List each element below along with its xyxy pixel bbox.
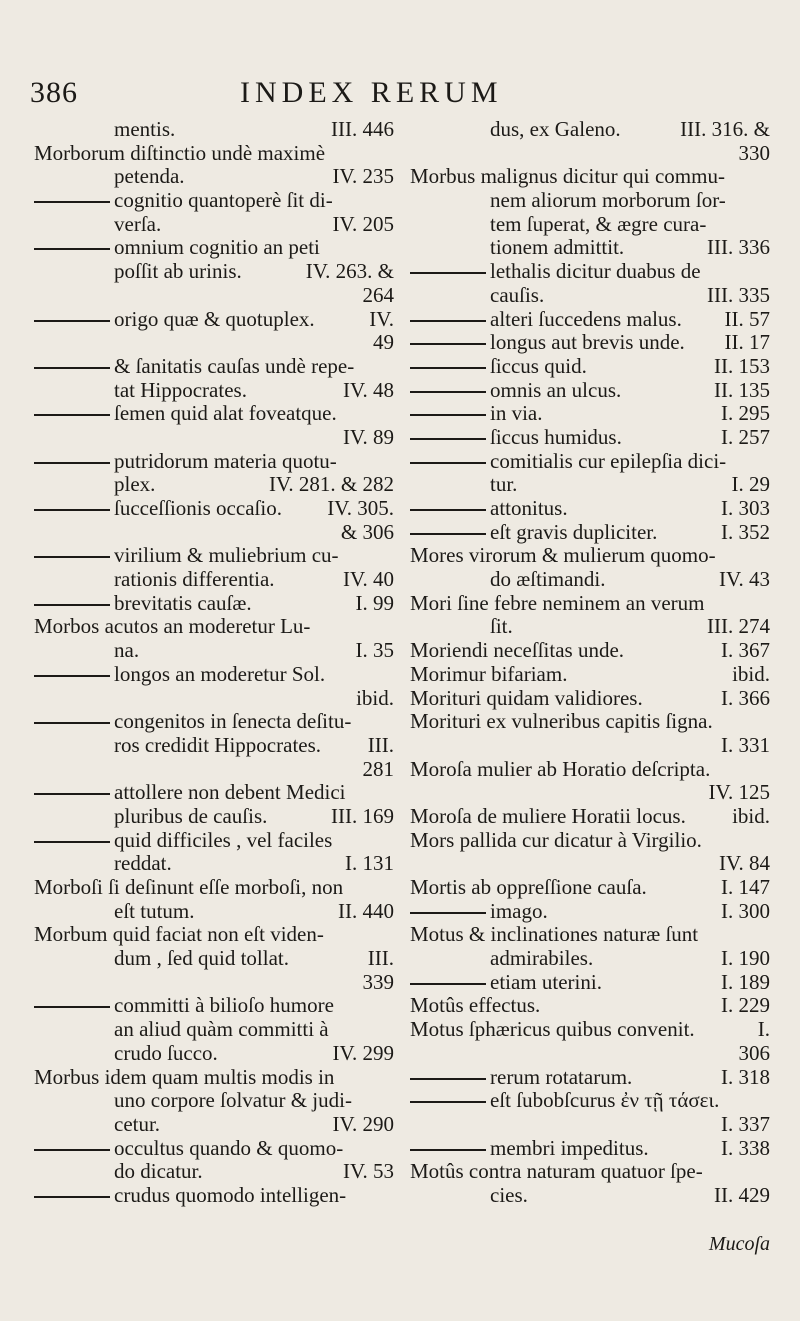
index-entry-line xyxy=(34,473,394,497)
index-entry-line xyxy=(410,1042,770,1066)
entry-reference: I. 35 xyxy=(355,638,394,663)
entry-reference: ibid. xyxy=(732,803,770,828)
entry-reference: III. 274 xyxy=(707,614,770,639)
entry-reference: I. 229 xyxy=(721,993,770,1018)
entry-reference: II. 153 xyxy=(714,353,770,378)
index-entry-line xyxy=(410,829,770,853)
index-entry-line xyxy=(410,1184,770,1208)
entry-text: omnis an ulcus. xyxy=(490,377,622,402)
entry-reference: II. 57 xyxy=(724,306,770,331)
entry-reference: I. 147 xyxy=(721,875,770,899)
index-entry-line xyxy=(34,829,394,853)
entry-text: cauſis. xyxy=(490,282,545,307)
index-entry-line xyxy=(410,1137,770,1161)
index-entry-line xyxy=(34,521,394,545)
index-entry-line xyxy=(410,1160,770,1184)
entry-text: tionem admittit. xyxy=(490,235,625,260)
entry-reference: 330 xyxy=(738,140,770,165)
entry-text: cognitio quantoperè ſit di- xyxy=(114,188,333,213)
entry-text: tat Hippocrates. xyxy=(114,377,247,402)
entry-reference: I. 352 xyxy=(721,519,770,544)
index-entry-line xyxy=(34,592,394,616)
entry-reference: IV. 235 xyxy=(332,164,394,189)
entry-text: putridorum materia quotu- xyxy=(114,448,337,473)
entry-text: tem ſuperat, & ægre cura- xyxy=(490,211,707,236)
index-entry-line xyxy=(34,284,394,308)
index-entry-line xyxy=(410,165,770,189)
entry-text: congenitos in ſenecta deſitu- xyxy=(114,709,352,734)
index-entry-line xyxy=(410,402,770,426)
index-entry-line xyxy=(34,213,394,237)
entry-text: crudo ſucco. xyxy=(114,1040,218,1065)
entry-reference: I. 131 xyxy=(345,851,394,876)
index-entry-line xyxy=(410,852,770,876)
entry-text: Morimur bifariam. xyxy=(410,661,568,686)
index-entry-line xyxy=(410,923,770,947)
entry-text: longus aut brevis unde. xyxy=(490,330,685,355)
index-entry-line xyxy=(34,402,394,426)
entry-reference: III. 446 xyxy=(331,117,394,141)
entry-text: eſt ſubobſcurus ἐν τῇ τάσει. xyxy=(490,1088,720,1113)
entry-text: ſiccus quid. xyxy=(490,353,587,378)
entry-text: ſit. xyxy=(490,614,513,639)
catchword: Mucoſa xyxy=(708,1233,770,1255)
index-entry-line xyxy=(34,1113,394,1137)
index-entry-line xyxy=(410,687,770,711)
entry-reference: IV. 125 xyxy=(708,780,770,805)
entry-text: membri impeditus. xyxy=(490,1135,649,1160)
entry-text: rationis differentia. xyxy=(114,567,275,592)
entry-reference: 339 xyxy=(362,969,394,994)
entry-text: in via. xyxy=(490,401,543,426)
index-entry-line xyxy=(410,876,770,900)
entry-reference: II. 429 xyxy=(714,1182,770,1207)
entry-text: Moroſa de muliere Horatii locus. xyxy=(410,803,686,828)
entry-text: Morbum quid faciat non eſt viden- xyxy=(34,922,324,947)
index-entry-line xyxy=(410,497,770,521)
entry-reference: III. xyxy=(367,946,394,971)
index-entry-line xyxy=(34,308,394,332)
entry-text: Morborum diſtinctio undè maximè xyxy=(34,140,326,165)
index-column-right xyxy=(410,118,770,1208)
entry-reference: IV. 89 xyxy=(343,424,394,449)
entry-reference: I. 337 xyxy=(721,1111,770,1136)
entry-reference: IV. 263. & xyxy=(305,259,394,284)
index-entry-line xyxy=(410,639,770,663)
index-entry-line xyxy=(34,497,394,521)
index-entry-line xyxy=(410,450,770,474)
entry-reference: II. 135 xyxy=(714,377,770,402)
index-entry-line xyxy=(410,947,770,971)
entry-text: mentis. xyxy=(114,117,176,141)
index-entry-line xyxy=(34,165,394,189)
entry-text: imago. xyxy=(490,898,548,923)
entry-text: alteri ſuccedens malus. xyxy=(490,306,682,331)
index-entry-line xyxy=(410,568,770,592)
entry-reference: III. 169 xyxy=(331,803,394,828)
entry-reference: I. 318 xyxy=(721,1064,770,1089)
index-entry-line xyxy=(410,426,770,450)
index-entry-line xyxy=(410,1113,770,1137)
index-entry-line xyxy=(34,805,394,829)
entry-text: Mortis ab oppreſſione cauſa. xyxy=(410,875,647,899)
index-entry-line xyxy=(34,1018,394,1042)
entry-text: lethalis dicitur duabus de xyxy=(490,259,701,284)
entry-text: eſt tutum. xyxy=(114,898,195,923)
entry-reference: 264 xyxy=(362,282,394,307)
entry-reference: I. 190 xyxy=(721,946,770,971)
index-entry-line xyxy=(410,900,770,924)
entry-reference: III. 336 xyxy=(707,235,770,260)
index-entry-line xyxy=(34,1066,394,1090)
index-entry-line xyxy=(34,236,394,260)
entry-reference: 281 xyxy=(362,756,394,781)
entry-text: & ſanitatis cauſas undè repe- xyxy=(114,353,355,378)
entry-text: plex. xyxy=(114,472,156,497)
entry-text: quid difficiles , vel faciles xyxy=(114,827,333,852)
entry-text: Morituri quidam validiores. xyxy=(410,685,643,710)
entry-reference: IV. 84 xyxy=(719,851,770,876)
index-entry-line xyxy=(34,118,394,142)
entry-reference: IV. 43 xyxy=(719,567,770,592)
entry-text: Moriendi neceſſitas unde. xyxy=(410,638,625,663)
index-entry-line xyxy=(34,260,394,284)
index-entry-line xyxy=(410,118,770,142)
entry-text: attollere non debent Medici xyxy=(114,780,346,805)
entry-text: Motus ſphæricus quibus convenit. xyxy=(410,1017,695,1042)
entry-reference: I. 257 xyxy=(721,424,770,449)
entry-text: verſa. xyxy=(114,211,162,236)
index-entry-line xyxy=(34,142,394,166)
entry-reference: IV. 299 xyxy=(332,1040,394,1065)
entry-text: attonitus. xyxy=(490,496,568,520)
index-entry-line xyxy=(34,687,394,711)
index-entry-line xyxy=(34,971,394,995)
index-entry-line xyxy=(410,971,770,995)
index-entry-line xyxy=(410,236,770,260)
index-entry-line xyxy=(410,781,770,805)
entry-reference: II. 17 xyxy=(724,330,770,355)
entry-text: Morbus idem quam multis modis in xyxy=(34,1064,335,1089)
entry-reference: I. 189 xyxy=(721,969,770,994)
index-entry-line xyxy=(410,142,770,166)
index-entry-line xyxy=(34,758,394,782)
entry-text: poſſit ab urinis. xyxy=(114,259,242,284)
index-entry-line xyxy=(34,426,394,450)
index-entry-line xyxy=(34,379,394,403)
entry-reference: III. 335 xyxy=(707,282,770,307)
entry-text: dum , ſed quid tollat. xyxy=(114,946,289,971)
entry-text: Motûs effectus. xyxy=(410,993,541,1018)
index-entry-line xyxy=(34,1137,394,1161)
entry-text: ſucceſſionis occaſio. xyxy=(114,496,282,520)
entry-reference: IV. 290 xyxy=(332,1111,394,1136)
entry-reference: I. 300 xyxy=(721,898,770,923)
entry-text: an aliud quàm committi à xyxy=(114,1017,329,1042)
index-entry-line xyxy=(410,355,770,379)
index-entry-line xyxy=(410,308,770,332)
index-entry-line xyxy=(410,615,770,639)
entry-text: Moroſa mulier ab Horatio deſcripta. xyxy=(410,756,711,781)
entry-reference: ibid. xyxy=(356,685,394,710)
entry-text: brevitatis cauſæ. xyxy=(114,590,252,615)
entry-text: dus, ex Galeno. xyxy=(490,117,621,141)
entry-text: rerum rotatarum. xyxy=(490,1064,633,1089)
entry-reference: & 306 xyxy=(340,519,394,544)
entry-text: comitialis cur epilepſia dici- xyxy=(490,448,727,473)
entry-text: occultus quando & quomo- xyxy=(114,1135,344,1160)
entry-text: do æſtimandi. xyxy=(490,567,606,592)
entry-text: virilium & muliebrium cu- xyxy=(114,543,339,568)
index-entry-line xyxy=(410,1018,770,1042)
entry-reference: IV. 53 xyxy=(343,1159,394,1184)
entry-reference: III. xyxy=(367,732,394,757)
entry-reference: IV. 40 xyxy=(343,567,394,592)
entry-text: cetur. xyxy=(114,1111,161,1136)
index-entry-line xyxy=(410,663,770,687)
entry-text: admirabiles. xyxy=(490,946,594,971)
index-entry-line xyxy=(34,189,394,213)
entry-text: nem aliorum morborum ſor- xyxy=(490,188,726,213)
entry-text: ſiccus humidus. xyxy=(490,424,622,449)
index-entry-line xyxy=(34,852,394,876)
entry-text: etiam uterini. xyxy=(490,969,602,994)
entry-text: Morituri ex vulneribus capitis ſigna. xyxy=(410,709,713,734)
entry-text: na. xyxy=(114,638,140,663)
entry-text: ſemen quid alat foveatque. xyxy=(114,401,337,426)
entry-text: do dicatur. xyxy=(114,1159,203,1184)
index-entry-line xyxy=(410,544,770,568)
index-entry-line xyxy=(34,947,394,971)
index-entry-line xyxy=(410,805,770,829)
entry-reference: I. 295 xyxy=(721,401,770,426)
index-entry-line xyxy=(34,663,394,687)
entry-reference: III. 316. & xyxy=(680,117,770,141)
entry-text: Motus & inclinationes naturæ ſunt xyxy=(410,922,699,947)
index-entry-line xyxy=(34,615,394,639)
entry-reference: 306 xyxy=(738,1040,770,1065)
index-entry-line xyxy=(34,781,394,805)
entry-text: Mors pallida cur dicatur à Virgilio. xyxy=(410,827,702,852)
entry-reference: IV. xyxy=(369,306,394,331)
entry-text: omnium cognitio an peti xyxy=(114,235,320,260)
index-entry-line xyxy=(34,331,394,355)
entry-text: Mores virorum & mulierum quomo- xyxy=(410,543,716,568)
index-entry-line xyxy=(34,544,394,568)
index-entry-line xyxy=(410,331,770,355)
index-entry-line xyxy=(410,379,770,403)
entry-text: longos an moderetur Sol. xyxy=(114,661,326,686)
index-entry-line xyxy=(34,568,394,592)
entry-text: Mori ſine febre neminem an verum xyxy=(410,590,705,615)
entry-reference: I. 366 xyxy=(721,685,770,710)
entry-reference: 49 xyxy=(373,330,394,355)
entry-text: eſt gravis dupliciter. xyxy=(490,519,658,544)
entry-reference: II. 440 xyxy=(338,898,394,923)
index-entry-line xyxy=(34,1184,394,1208)
index-entry-line xyxy=(410,284,770,308)
entry-text: reddat. xyxy=(114,851,172,876)
index-entry-line xyxy=(34,923,394,947)
entry-text: crudus quomodo intelligen- xyxy=(114,1182,347,1207)
running-head: INDEX RERUM xyxy=(240,76,503,109)
index-entry-line xyxy=(34,710,394,734)
index-entry-line xyxy=(410,758,770,782)
index-entry-line xyxy=(34,876,394,900)
index-entry-line xyxy=(410,473,770,497)
entry-text: Motûs contra naturam quatuor ſpe- xyxy=(410,1159,703,1184)
entry-reference: I. 367 xyxy=(721,638,770,663)
index-entry-line xyxy=(410,994,770,1018)
index-entry-line xyxy=(410,1089,770,1113)
entry-text: uno corpore ſolvatur & judi- xyxy=(114,1088,352,1113)
index-entry-line xyxy=(34,900,394,924)
index-entry-line xyxy=(34,1042,394,1066)
entry-reference: ibid. xyxy=(732,661,770,686)
entry-text: cies. xyxy=(490,1182,528,1207)
entry-text: origo quæ & quotuplex. xyxy=(114,306,315,331)
entry-reference: I. xyxy=(757,1017,770,1042)
index-entry-line xyxy=(410,1066,770,1090)
entry-text: petenda. xyxy=(114,164,185,189)
entry-reference: I. 331 xyxy=(721,732,770,757)
index-entry-line xyxy=(410,734,770,758)
entry-reference: I. 338 xyxy=(721,1135,770,1160)
index-entry-line xyxy=(34,450,394,474)
index-entry-line xyxy=(34,734,394,758)
index-entry-line xyxy=(34,1089,394,1113)
entry-text: Morbos acutos an moderetur Lu- xyxy=(34,614,311,639)
index-entry-line xyxy=(34,1160,394,1184)
index-entry-line xyxy=(410,213,770,237)
index-entry-line xyxy=(410,592,770,616)
index-entry-line xyxy=(34,355,394,379)
entry-text: pluribus de cauſis. xyxy=(114,803,268,828)
index-entry-line xyxy=(34,994,394,1018)
index-entry-line xyxy=(410,710,770,734)
entry-reference: IV. 48 xyxy=(343,377,394,402)
entry-reference: IV. 305. xyxy=(327,496,394,520)
index-column-left xyxy=(34,118,394,1208)
entry-reference: IV. 205 xyxy=(332,211,394,236)
entry-text: tur. xyxy=(490,472,518,497)
entry-reference: I. 29 xyxy=(731,472,770,497)
entry-text: committi à bilioſo humore xyxy=(114,993,334,1018)
page-number: 386 xyxy=(30,76,78,109)
index-entry-line xyxy=(410,189,770,213)
entry-reference: I. 99 xyxy=(355,590,394,615)
index-entry-line xyxy=(410,521,770,545)
index-entry-line xyxy=(34,639,394,663)
entry-reference: I. 303 xyxy=(721,496,770,520)
entry-text: ros credidit Hippocrates. xyxy=(114,732,322,757)
index-entry-line xyxy=(410,260,770,284)
entry-text: Morbus malignus dicitur qui commu- xyxy=(410,164,725,189)
entry-text: Morboſi ſi deſinunt eſſe morboſi, non xyxy=(34,875,344,899)
entry-reference: IV. 281. & 282 xyxy=(268,472,394,497)
